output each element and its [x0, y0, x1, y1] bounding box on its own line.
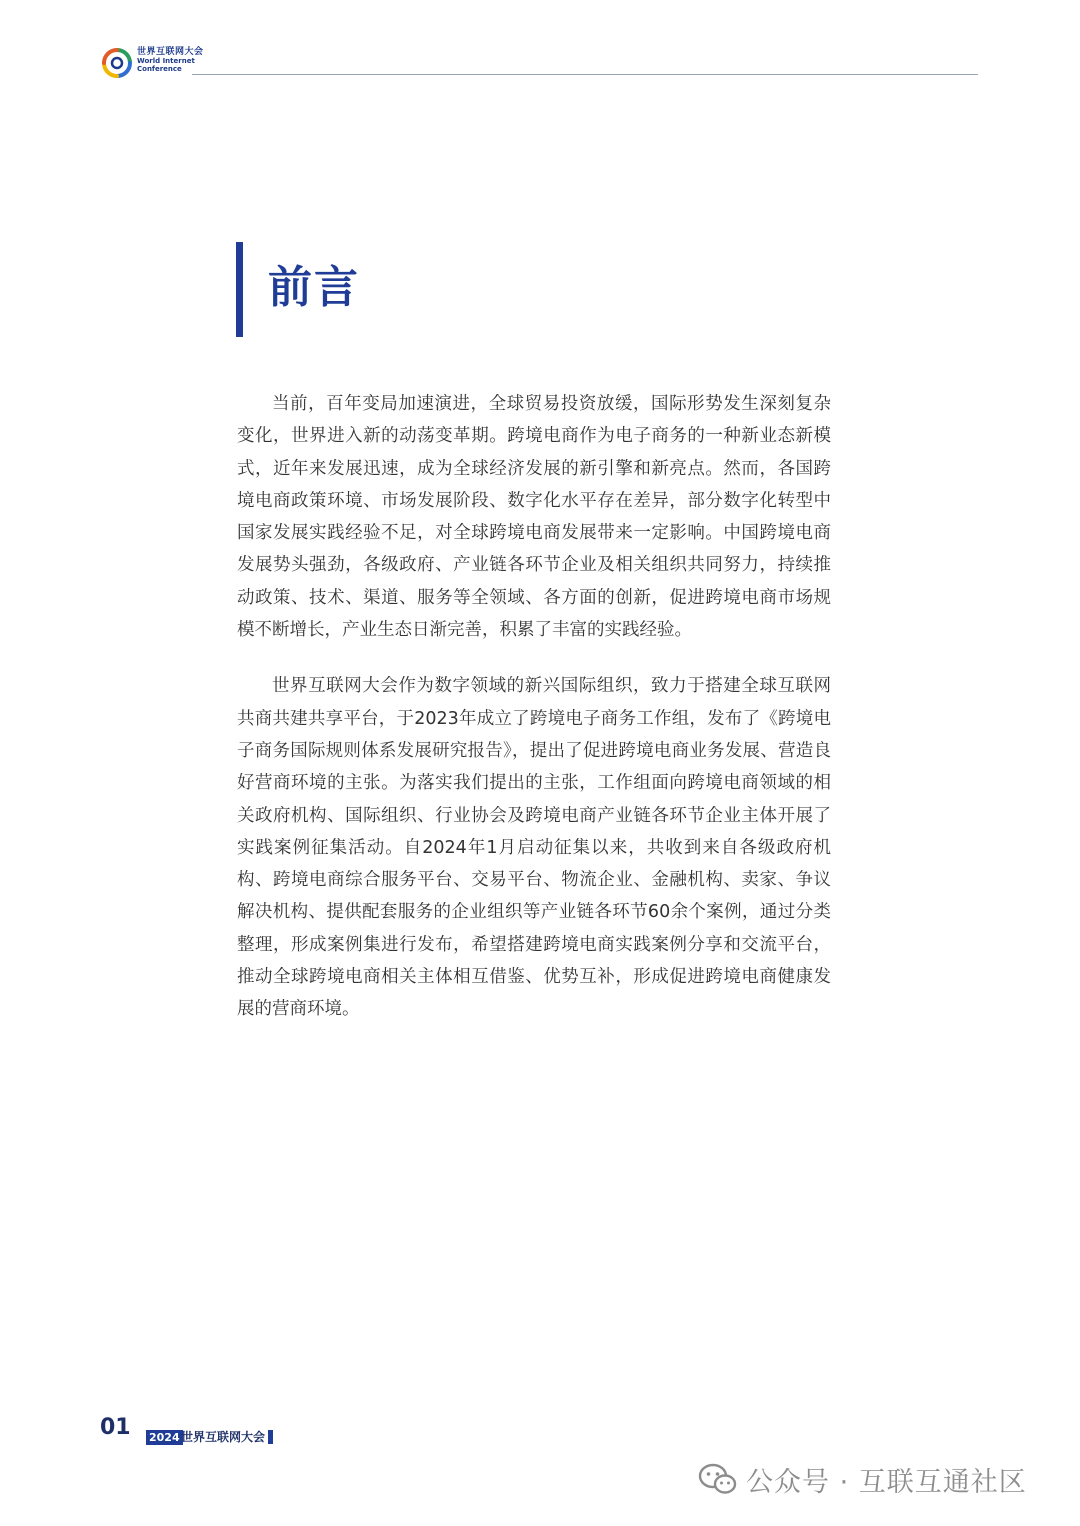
page-number: 01 [100, 1415, 131, 1440]
header-divider [192, 74, 978, 75]
footer-year-badge: 2024 [146, 1430, 183, 1445]
paragraph-2: 世界互联网大会作为数字领域的新兴国际组织，致力于搭建全球互联网共商共建共享平台，于2023年成立了跨境电子商务工作组，发布了《跨境电子商务国际规则体系发展研究报告》，提出了促进跨境电商业务发展、营造良好营商环境的主张。为落实我们提出的主张，工作组面向跨境电商领域的相关政府机构、国际组织、行业协会及跨境电商产业链各环节企业主体开展了实践案例征集活动。自2024年1月启动征集以来，共收到来自各级政府机构、跨境电商综合服务平台、交易平台、物流企业、金融机构、卖家、争议解决机构、提供配套服务的企业组织等产业链各环节60余个案例，通过分类整理，形成案例集进行发布，希望搭建跨境电商实践案例分享和交流平台，推动全球跨境电商相关主体相互借鉴、优势互补，形成促进跨境电商健康发展的营商环境。 [237, 676, 831, 1020]
header-org-block [137, 48, 204, 73]
header-org-cn: 世界互联网大会 [137, 47, 204, 57]
watermark [698, 1458, 1027, 1500]
body-text [237, 388, 831, 1050]
footer-org-name: 世界互联网大会 [181, 1430, 266, 1444]
title-accent-bar [236, 242, 243, 337]
wechat-icon [698, 1462, 738, 1496]
page-title: 前言 [268, 262, 360, 313]
footer-accent-mark [268, 1430, 273, 1444]
conference-logo-icon [100, 46, 134, 80]
header-org-en-line1: World Internet [137, 57, 195, 65]
watermark-text: 公众号 · 互联互通社区 [746, 1466, 1027, 1498]
header-org-en-line2: Conference [137, 65, 182, 73]
paragraph-1: 当前，百年变局加速演进，全球贸易投资放缓，国际形势发生深刻复杂变化，世界进入新的动荡变革期。跨境电商作为电子商务的一种新业态新模式，近年来发展迅速，成为全球经济发展的新引擎和新亮点。然而，各国跨境电商政策环境、市场发展阶段、数字化水平存在差异，部分数字化转型中国家发展实践经验不足，对全球跨境电商发展带来一定影响。中国跨境电商发展势头强劲，各级政府、产业链各环节企业及相关组织共同努力，持续推动政策、技术、渠道、服务等全领域、各方面的创新，促进跨境电商市场规模不断增长，产业生态日渐完善，积累了丰富的实践经验。 [237, 394, 831, 641]
